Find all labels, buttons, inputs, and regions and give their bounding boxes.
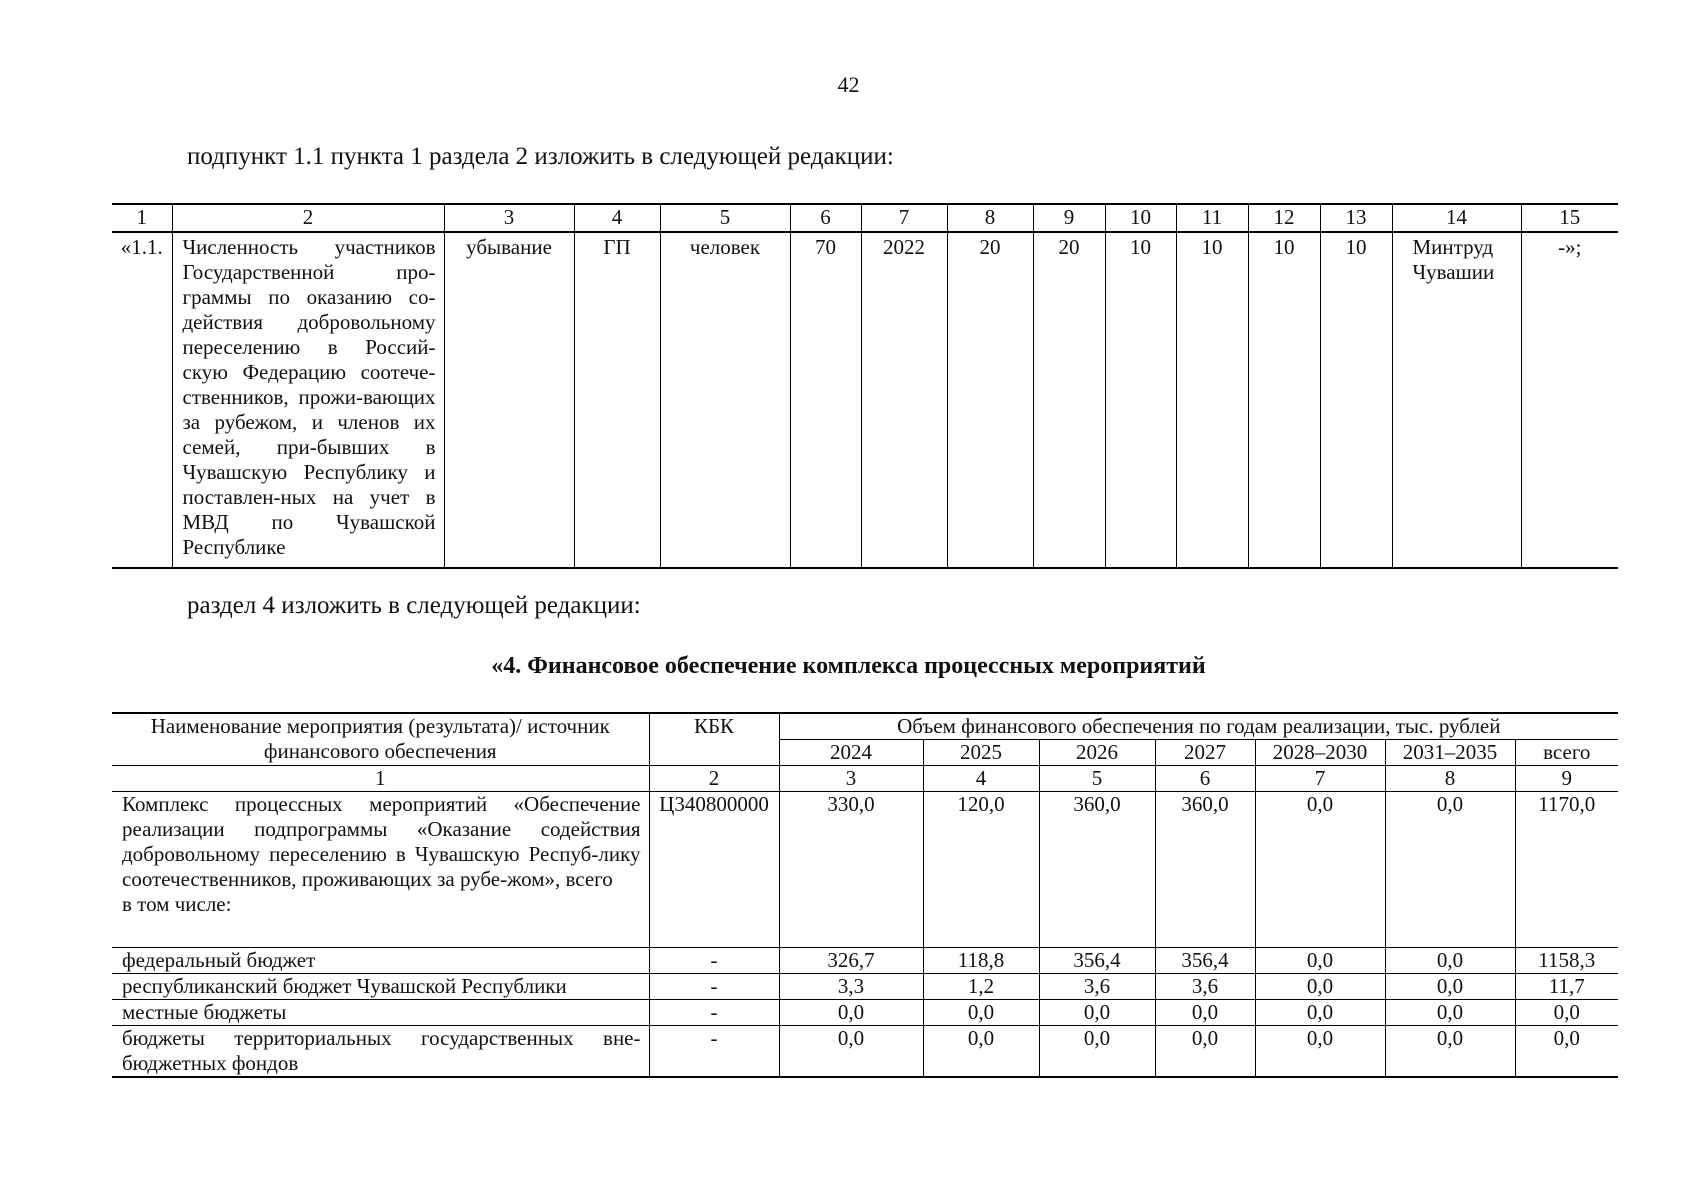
- indicator-unit: человек: [660, 232, 790, 568]
- amount-cell: 118,8: [923, 948, 1039, 974]
- amount-cell: 0,0: [1039, 1026, 1155, 1078]
- kbk-code: -: [649, 974, 779, 1000]
- column-number: 15: [1521, 204, 1618, 232]
- source-name: местные бюджеты: [112, 1000, 649, 1026]
- financing-row-federal: [112, 948, 1618, 974]
- kbk-code: -: [649, 1000, 779, 1026]
- header-year: 2024: [779, 740, 923, 766]
- indicator-value: 10: [1176, 232, 1248, 568]
- amount-cell: 356,4: [1039, 948, 1155, 974]
- indicator-value: 20: [947, 232, 1033, 568]
- amount-cell: 0,0: [779, 1000, 923, 1026]
- header-activity-name: Наименование мероприятия (результата)/ источник финансового обеспечения: [112, 713, 649, 766]
- source-name: бюджеты территориальных государственных вне-бюджетных фондов: [112, 1026, 649, 1078]
- indicator-value: 10: [1248, 232, 1320, 568]
- financing-row-extrabudgetary: [112, 1026, 1618, 1078]
- amount-total-cell: 11,7: [1515, 974, 1618, 1000]
- amount-cell: 0,0: [1255, 974, 1385, 1000]
- amount-cell: 120,0: [923, 792, 1039, 948]
- indicator-level: ГП: [574, 232, 660, 568]
- amount-cell: 0,0: [1255, 948, 1385, 974]
- financing-column-numbers-row: [112, 766, 1618, 792]
- column-number: 2: [649, 766, 779, 792]
- source-name: республиканский бюджет Чувашской Республики: [112, 974, 649, 1000]
- indicator-number: «1.1.: [112, 232, 172, 568]
- section-title: «4. Финансовое обеспечение комплекса процессных мероприятий: [491, 653, 1206, 679]
- kbk-code: -: [649, 1026, 779, 1078]
- column-number: 2: [172, 204, 444, 232]
- column-number: 10: [1105, 204, 1176, 232]
- amount-cell: 1,2: [923, 974, 1039, 1000]
- column-number: 1: [112, 204, 172, 232]
- activity-name-cell: [112, 792, 649, 948]
- amount-cell: 3,3: [779, 974, 923, 1000]
- financing-row-local: [112, 1000, 1618, 1026]
- column-number: 3: [444, 204, 574, 232]
- amount-cell: 0,0: [1039, 1000, 1155, 1026]
- column-number: 5: [1039, 766, 1155, 792]
- column-number: 14: [1392, 204, 1521, 232]
- financing-row-total: [112, 792, 1618, 948]
- amount-cell: 0,0: [1385, 974, 1515, 1000]
- financing-row-republican: [112, 974, 1618, 1000]
- column-number: 6: [790, 204, 861, 232]
- column-number: 12: [1248, 204, 1320, 232]
- amount-cell: 330,0: [779, 792, 923, 948]
- indicator-note: -»;: [1521, 232, 1618, 568]
- amount-cell: 0,0: [1385, 1026, 1515, 1078]
- column-number: 7: [1255, 766, 1385, 792]
- amount-cell: 0,0: [923, 1026, 1039, 1078]
- column-number: 7: [861, 204, 947, 232]
- header-year: 2025: [923, 740, 1039, 766]
- column-number: 8: [947, 204, 1033, 232]
- column-number: 1: [112, 766, 649, 792]
- amount-cell: 0,0: [1255, 1026, 1385, 1078]
- column-number: 13: [1320, 204, 1392, 232]
- amount-cell: 0,0: [1255, 1000, 1385, 1026]
- page-number: 42: [837, 72, 860, 97]
- responsible-body: Минтруд Чувашии: [1392, 232, 1521, 568]
- amount-cell: 3,6: [1039, 974, 1155, 1000]
- amount-total-cell: 0,0: [1515, 1026, 1618, 1078]
- amount-cell: 3,6: [1155, 974, 1255, 1000]
- indicator-value: 10: [1320, 232, 1392, 568]
- header-year: 2028–2030: [1255, 740, 1385, 766]
- column-number: 11: [1176, 204, 1248, 232]
- header-year: 2027: [1155, 740, 1255, 766]
- amount-cell: 0,0: [1385, 948, 1515, 974]
- amount-cell: 326,7: [779, 948, 923, 974]
- amount-cell: 0,0: [1155, 1000, 1255, 1026]
- amount-cell: 360,0: [1039, 792, 1155, 948]
- amount-cell: 0,0: [1385, 792, 1515, 948]
- financing-table: [112, 712, 1618, 1078]
- indicator-trend: убывание: [444, 232, 574, 568]
- header-financing-volume: Объем финансового обеспечения по годам реализации, тыс. рублей: [779, 713, 1618, 740]
- amount-cell: 0,0: [1155, 1026, 1255, 1078]
- column-number: 8: [1385, 766, 1515, 792]
- amount-total-cell: 1170,0: [1515, 792, 1618, 948]
- amount-cell: 0,0: [779, 1026, 923, 1078]
- column-number: 3: [779, 766, 923, 792]
- amendment-paragraph-1: подпункт 1.1 пункта 1 раздела 2 изложить в следующей редакции:: [187, 143, 894, 170]
- including-label: в том числе:: [122, 892, 232, 916]
- column-number: 5: [660, 204, 790, 232]
- amount-cell: 0,0: [923, 1000, 1039, 1026]
- kbk-code: Ц340800000: [649, 792, 779, 948]
- indicator-name: Численность участников Государственной про-граммы по оказанию со-действия добровольному переселению в Россий-скую Федерацию соотече-ственников, прожи-вающих за рубежом, и членов их семей, при-бывших в Чувашскую Республику и поставлен-ных на учет в МВД по Чувашской Республике: [172, 232, 444, 568]
- amount-cell: 0,0: [1255, 792, 1385, 948]
- column-number: 4: [574, 204, 660, 232]
- header-total: всего: [1515, 740, 1618, 766]
- column-number: 6: [1155, 766, 1255, 792]
- amount-total-cell: 0,0: [1515, 1000, 1618, 1026]
- amendment-paragraph-2: раздел 4 изложить в следующей редакции:: [187, 592, 641, 619]
- column-number: 9: [1515, 766, 1618, 792]
- kbk-code: -: [649, 948, 779, 974]
- column-number: 4: [923, 766, 1039, 792]
- activity-name: Комплекс процессных мероприятий «Обеспечение реализации подпрограммы «Оказание содействия добровольному переселению в Чувашскую Респуб-лику соотечественников, проживающих за рубе-жом», всего: [122, 792, 641, 891]
- indicator-value: 20: [1033, 232, 1105, 568]
- indicator-table: [112, 203, 1618, 569]
- amount-cell: 360,0: [1155, 792, 1255, 948]
- indicator-value: 10: [1105, 232, 1176, 568]
- source-name: федеральный бюджет: [112, 948, 649, 974]
- indicator-table-header-row: [112, 204, 1618, 232]
- financing-header-row: [112, 713, 1618, 740]
- indicator-table-row: [112, 232, 1618, 568]
- amount-cell: 0,0: [1385, 1000, 1515, 1026]
- indicator-base-year: 2022: [861, 232, 947, 568]
- header-year: 2031–2035: [1385, 740, 1515, 766]
- amount-total-cell: 1158,3: [1515, 948, 1618, 974]
- amount-cell: 356,4: [1155, 948, 1255, 974]
- column-number: 9: [1033, 204, 1105, 232]
- indicator-base-value: 70: [790, 232, 861, 568]
- header-kbk: КБК: [649, 713, 779, 766]
- header-year: 2026: [1039, 740, 1155, 766]
